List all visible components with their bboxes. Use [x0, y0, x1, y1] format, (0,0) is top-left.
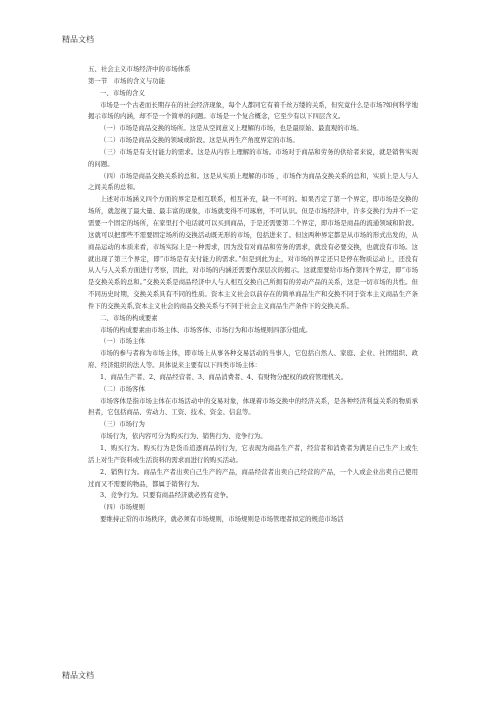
body-paragraph: 市场是一个古老而长期存在的社会经济现象，每个人都同它有着千丝万缕的关系，但究竟什么是市场?如何科学地揭示市场的内涵，却不是一个简单的问题。市场是一个复合概念，它至少有以下四层含义。	[88, 100, 418, 121]
body-paragraph: （三）市场行为	[100, 420, 145, 429]
body-paragraph: 1、商品生产者、2、商品经营者、3、商品消费者、4、有财物分配权的政府管理机关。	[100, 372, 348, 381]
body-paragraph: （一）市场是商品交换的场所。这是从空间意义上理解的市场，也是最原始、最直观的市场。	[100, 124, 363, 133]
section-heading: 一、市场的含义	[100, 88, 145, 97]
body-paragraph: 要维持正常的市场秩序，就必须有市场规则，市场规则是市场管理者拟定的规范市场活	[100, 515, 344, 524]
body-paragraph: 市场的参与者称为市场主体，即市场上从事各种交易活动的当事人，它包括自然人、家庭、企业、社团组织、政府、经济组织的法人等。具体说来主要有以下四类市场主体：	[88, 349, 418, 370]
page-header: 精品文档	[62, 35, 94, 44]
body-paragraph: （四）市场规则	[100, 503, 145, 512]
body-paragraph: （三）市场是有支付能力的需求。这是从内容上理解的市场。市场对于商品和劳务的供给者来说，就是销售实现的问题。	[88, 147, 418, 168]
body-paragraph: 市场的构成要素由市场主体、市场客体、市场行为和市场规则四部分组成。	[100, 325, 312, 334]
body-paragraph: 上述对市场涵义四个方面的界定是相互联系，相互补充，缺一不可的。如果否定了第一个界定，即市场是交换的场所，就忽视了最大量、最丰富的现象，市场就变得不可琢磨，不可认识。但是市场经济中，许多交换行为并不一定需要一个固定的场所，在家里打个电话就可以买到商品，于是还需要第二个界定，即市场是商品的流通领域和阶段。这就可以把那些不需要固定场所的交换活动既无形的市场，包括进来了。但这两种界定都是从市场的形式出发的，从商品运动的本质来看，市场实际上是一种需求，因为没有对商品和劳务的需求，就没有必要交换，也就没有市场。这就出现了第三个界定，即“市场是有支付能力的需求。”但是到此为止，对市场的界定还只是停在物质运动上，还没有从人与人关系方面进行考察，因此，对市场的内涵还需要作深层次的揭示。这就需要给市场作第四个界定，即“市场是交换关系的总和。”交换关系是商品经济中人与人相互交换自己所拥有的劳动产品的关系，这是一切市场的共性。但不同历史时期，交换关系具有不同的性质。资本主义社会以前存在的简单商品生产和交换不同于资本主义商品生产条件下的交换关系,资本主义社会的商品交换关系与不同于社会主义商品生产条件下的交换关系。	[88, 195, 418, 310]
body-paragraph: 2、销售行为。商品生产者出卖自己生产的产品，商品经营者出卖自己经营的产品，一个人或企业出卖自己使用过而又不需要的物品，都属于销售行为。	[88, 467, 418, 488]
body-paragraph: 市场行为，依内容可分为购买行为、销售行为、竞争行为。	[100, 432, 267, 441]
section-heading: 二、市场的构成要素	[100, 313, 158, 322]
document-body	[88, 64, 418, 526]
body-paragraph: （四）市场是商品交换关系的总和。这是从实质上理解的市场 ，市场作为商品交换关系的总和，实质上是人与人之间关系的总和。	[88, 171, 418, 192]
body-paragraph: 市场客体是指市场主体在市场活动中的交易对象，体现着市场交换中的经济关系，是各种经济利益关系的物质承担者，它包括商品、劳动力、工资、技术、资金、信息等。	[88, 396, 418, 417]
section-heading: 第一节 市场的含义与功能	[88, 76, 165, 85]
page-footer: 精品文档	[62, 671, 94, 680]
body-paragraph: （二）市场客体	[100, 384, 145, 393]
body-paragraph: （一）市场主体	[100, 337, 145, 346]
body-paragraph: （二）市场是商品交换的领域或阶段。这是从再生产角度界定的市场。	[100, 136, 299, 145]
body-paragraph: 1、购买行为。购买行为是货币追逐商品的行为，它表现为商品生产者，经营者和消费者为满足自己生产上或生活上对生产资料或生活资料的需求而进行的购买活动。	[88, 444, 418, 464]
body-paragraph: 3、竞争行为。只要有商品经济就必然有竞争。	[100, 491, 233, 500]
section-heading: 五、社会主义市场经济中的市场体系	[88, 65, 191, 73]
